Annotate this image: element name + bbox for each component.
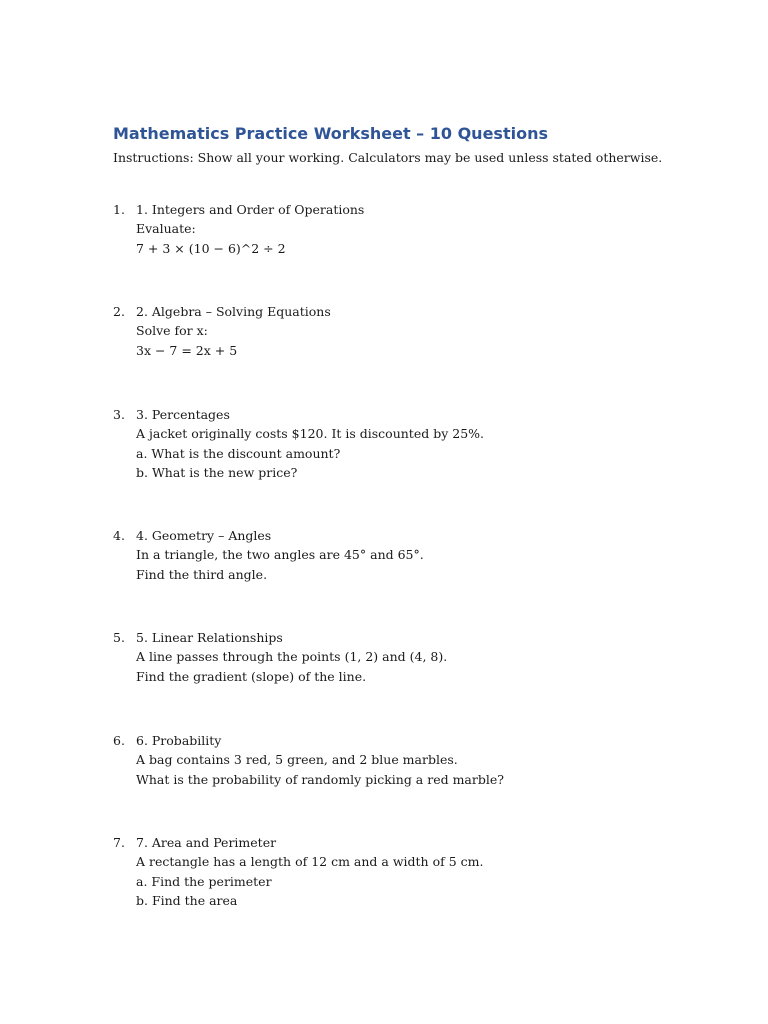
question-heading: 2. Algebra – Solving Equations bbox=[136, 304, 331, 319]
question-line: What is the probability of randomly picking a red marble? bbox=[136, 771, 504, 787]
question-line: A jacket originally costs $120. It is discounted by 25%. bbox=[136, 426, 484, 442]
question-line: b. What is the new price? bbox=[136, 464, 298, 480]
question-number: 6. bbox=[113, 733, 125, 748]
question-number: 1. bbox=[113, 202, 125, 217]
question-body bbox=[136, 628, 447, 686]
question-number: 4. bbox=[113, 528, 125, 543]
question-line: Find the third angle. bbox=[136, 566, 268, 582]
question-line: a. Find the perimeter bbox=[136, 873, 272, 889]
question-line: 7 + 3 × (10 − 6)^2 ÷ 2 bbox=[136, 240, 286, 256]
question-heading: 4. Geometry – Angles bbox=[136, 528, 272, 543]
question-line: Solve for x: bbox=[136, 323, 208, 339]
question-heading: 6. Probability bbox=[136, 733, 222, 748]
question-heading: 1. Integers and Order of Operations bbox=[136, 202, 365, 217]
worksheet-instructions: Instructions: Show all your working. Calculators may be used unless stated otherwise. bbox=[113, 150, 663, 165]
question-heading: 3. Percentages bbox=[136, 407, 230, 422]
question-line: A line passes through the points (1, 2) and (4, 8). bbox=[136, 649, 448, 665]
question-number: 5. bbox=[113, 630, 125, 645]
question-number: 2. bbox=[113, 304, 125, 319]
question-line: Find the gradient (slope) of the line. bbox=[136, 668, 367, 684]
question-line: b. Find the area bbox=[136, 892, 238, 908]
worksheet-title: Mathematics Practice Worksheet – 10 Questions bbox=[113, 124, 548, 143]
question-body bbox=[136, 731, 504, 789]
question-body bbox=[136, 302, 331, 360]
question-body bbox=[136, 405, 484, 482]
question-body bbox=[136, 526, 424, 584]
question-line: In a triangle, the two angles are 45° and 65°. bbox=[136, 547, 424, 563]
question-heading: 7. Area and Perimeter bbox=[136, 835, 277, 850]
question-line: a. What is the discount amount? bbox=[136, 445, 341, 461]
question-line: 3x − 7 = 2x + 5 bbox=[136, 342, 238, 358]
question-number: 3. bbox=[113, 407, 125, 422]
question-line: A bag contains 3 red, 5 green, and 2 blue marbles. bbox=[136, 752, 458, 768]
question-number: 7. bbox=[113, 835, 125, 850]
question-body bbox=[136, 833, 483, 910]
question-line: A rectangle has a length of 12 cm and a width of 5 cm. bbox=[136, 854, 484, 870]
question-body bbox=[136, 200, 364, 258]
question-line: Evaluate: bbox=[136, 221, 196, 237]
question-heading: 5. Linear Relationships bbox=[136, 630, 283, 645]
